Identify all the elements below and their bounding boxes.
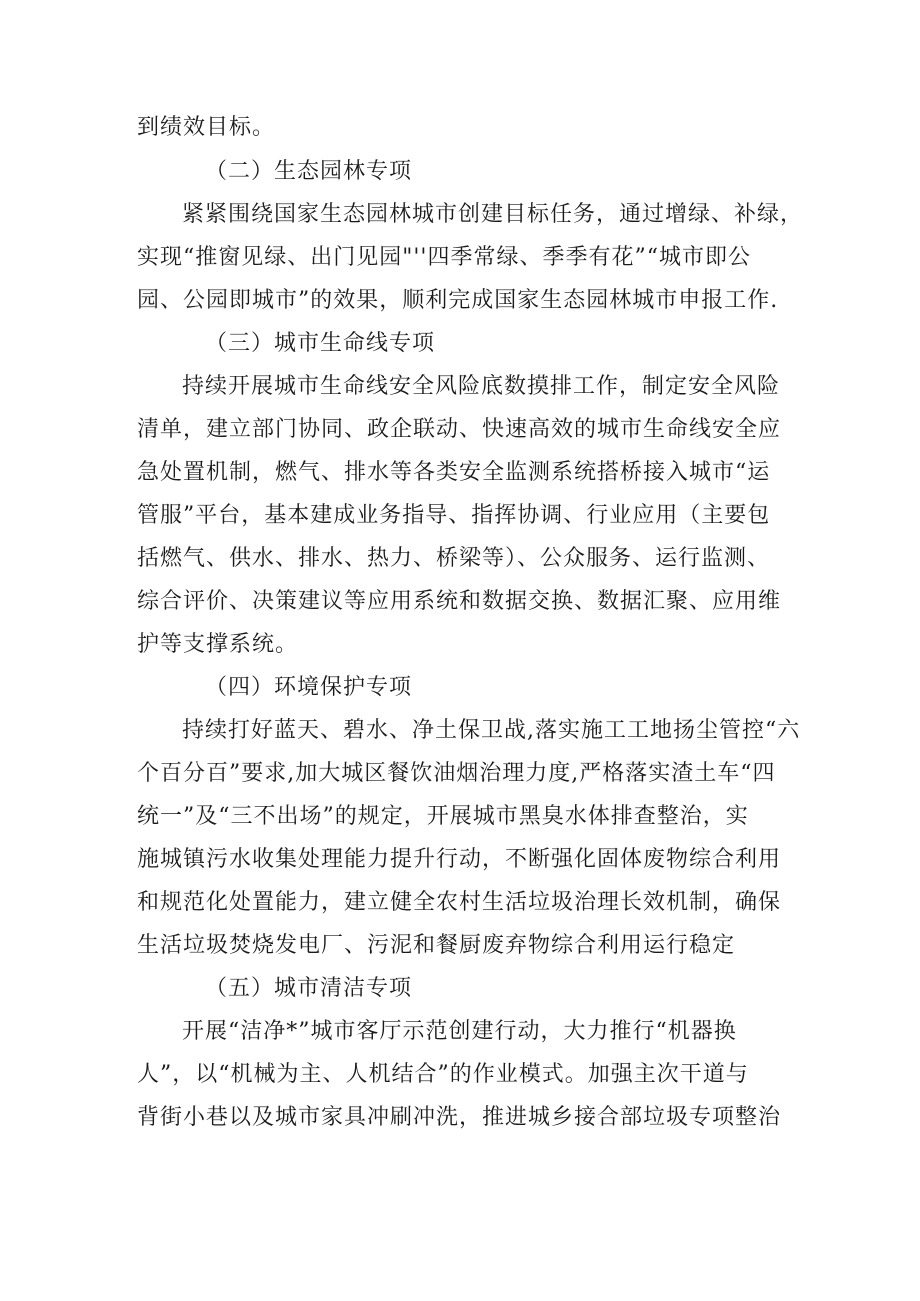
text-line: 清单，建立部门协同、政企联动、快速高效的城市生命线安全应	[137, 417, 782, 442]
text-line: 人”，以“机械为主、人机结合”的作业模式。加强主次干道与	[137, 1062, 749, 1087]
text-line: 急处置机制，燃气、排水等各类安全监测系统搭桥接入城市“运	[137, 460, 771, 485]
text-line: 持续开展城市生命线安全风险底数摸排工作，制定安全风险	[182, 374, 781, 399]
text-line: 园、公园即城市”的效果，顺利完成国家生态园林城市申报工作.	[137, 288, 779, 313]
text-line: 括燃气、供水、排水、热力、桥梁等）、公众服务、运行监测、	[137, 546, 771, 571]
text-line: 紧紧围绕国家生态园林城市创建目标任务，通过增绿、补绿，	[182, 202, 804, 227]
section-heading: （四）环境保护专项	[205, 675, 413, 700]
text-line: 施城镇污水收集处理能力提升行动，不断强化固体废物综合利用	[137, 847, 782, 872]
text-line: 个百分百”要求,加大城区餐饮油烟治理力度,严格落实渣土车“四	[137, 761, 776, 786]
text-line: 生活垃圾焚烧发电厂、污泥和餐厨废弃物综合利用运行稳定	[137, 933, 736, 958]
text-line: 持续打好蓝天、碧水、净土保卫战,落实施工工地扬尘管控“六	[182, 718, 801, 743]
text-line: 实现“推窗见绿、出门见园"''四季常绿、季季有花”“城市即公	[137, 245, 751, 270]
text-line: 背街小巷以及城市家具冲刷冲洗，推进城乡接合部垃圾专项整治	[137, 1105, 782, 1130]
text-line: 开展“洁净*”城市客厅示范创建行动，大力推行“机器换	[182, 1019, 737, 1044]
text-line: 综合评价、决策建议等应用系统和数据交换、数据汇聚、应用维	[137, 589, 782, 614]
section-heading: （二）生态园林专项	[205, 159, 413, 184]
section-heading: （三）城市生命线专项	[205, 331, 436, 356]
text-line: 到绩效目标。	[137, 115, 276, 140]
text-line: 管服”平台，基本建成业务指导、指挥协调、行业应用（主要包	[137, 503, 771, 528]
section-heading: （五）城市清洁专项	[205, 976, 413, 1001]
text-line: 统一”及“三不出场”的规定，开展城市黑臭水体排查整治，实	[137, 804, 749, 829]
text-line: 和规范化处置能力，建立健全农村生活垃圾治理长效机制，确保	[137, 890, 782, 915]
text-line: 护等支撑系统。	[137, 632, 299, 657]
